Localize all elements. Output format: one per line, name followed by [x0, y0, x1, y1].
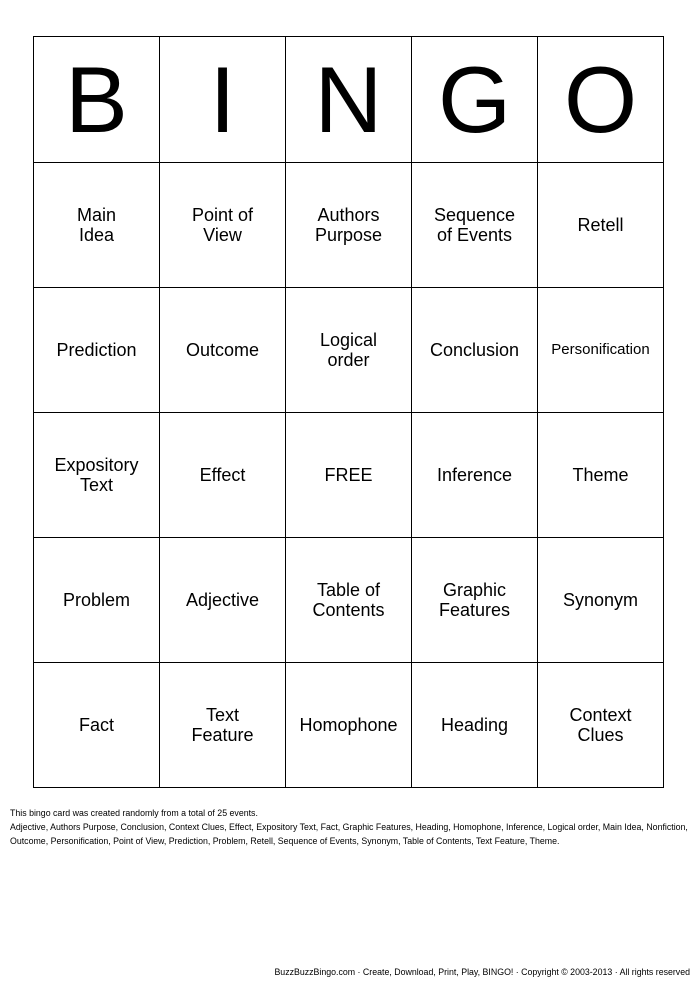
- bingo-cell[interactable]: [160, 538, 286, 663]
- cell-label-line: of Events: [436, 225, 513, 245]
- bingo-cell[interactable]: [538, 288, 664, 413]
- cell-label-line: Fact: [78, 715, 114, 735]
- bingo-cell[interactable]: [412, 663, 538, 788]
- cell-label-line: Point of: [191, 205, 254, 225]
- bingo-cell[interactable]: [538, 413, 664, 538]
- cell-label-line: Logical: [319, 330, 378, 350]
- copyright-footer: BuzzBuzzBingo.com · Create, Download, Print, Play, BINGO! · Copyright © 2003-2013 · All rights reserved: [274, 967, 690, 977]
- cell-label: [437, 465, 512, 485]
- cell-label: [439, 580, 510, 620]
- bingo-cell[interactable]: [160, 663, 286, 788]
- cell-label: [324, 465, 372, 485]
- cell-label: [299, 715, 397, 735]
- cell-label: [192, 205, 253, 245]
- cell-label: [441, 715, 508, 735]
- header-letter-b: B: [34, 37, 160, 163]
- bingo-cell[interactable]: [538, 163, 664, 288]
- bingo-cell[interactable]: [286, 663, 412, 788]
- note-intro: This bingo card was created randomly from a total of 25 events.: [10, 808, 258, 818]
- cell-label: [200, 465, 246, 485]
- cell-label-line: Inference: [436, 465, 513, 485]
- header-row: [34, 37, 664, 163]
- cell-label-line: Main: [76, 205, 116, 225]
- cell-label-line: Effect: [199, 465, 246, 485]
- card-row: [34, 663, 664, 788]
- header-letter-o: O: [538, 37, 664, 163]
- cell-label-line: Prediction: [56, 340, 137, 360]
- cell-label-line: Authors: [317, 205, 380, 225]
- cell-label: [186, 590, 259, 610]
- bingo-cell[interactable]: [34, 663, 160, 788]
- cell-label: [79, 715, 114, 735]
- card-row: [34, 163, 664, 288]
- cell-label: [577, 215, 623, 235]
- bingo-cell[interactable]: [160, 413, 286, 538]
- cell-label-line: Clues: [577, 725, 624, 745]
- bingo-cell[interactable]: [34, 288, 160, 413]
- cell-label: [569, 705, 631, 745]
- cell-label-line: Theme: [572, 465, 629, 485]
- bingo-cell[interactable]: [538, 663, 664, 788]
- cell-label: [312, 580, 384, 620]
- bingo-cell[interactable]: [34, 163, 160, 288]
- cell-label-line: Retell: [577, 215, 624, 235]
- cell-label: [56, 340, 136, 360]
- cell-label-line: Outcome: [185, 340, 260, 360]
- header-letter-i: I: [160, 37, 286, 163]
- cell-label-line: Graphic: [442, 580, 506, 600]
- cell-label-line: Text: [205, 705, 239, 725]
- cell-label-line: Features: [438, 600, 511, 620]
- cell-label-line: Synonym: [562, 590, 639, 610]
- card-note: [10, 806, 690, 848]
- cell-label-line: Personification: [551, 341, 650, 358]
- cell-label-line: Heading: [440, 715, 509, 735]
- bingo-cell[interactable]: [286, 413, 412, 538]
- bingo-cell[interactable]: [160, 288, 286, 413]
- cell-label: [315, 205, 382, 245]
- bingo-cell[interactable]: [412, 413, 538, 538]
- cell-label: [320, 330, 377, 370]
- cell-label: [77, 205, 116, 245]
- bingo-cell[interactable]: [34, 413, 160, 538]
- bingo-cell[interactable]: [286, 288, 412, 413]
- cell-label: [434, 205, 515, 245]
- cell-label-line: Feature: [191, 725, 254, 745]
- cell-label-line: Purpose: [314, 225, 383, 245]
- header-letter-g: G: [412, 37, 538, 163]
- cell-label-line: FREE: [324, 465, 373, 485]
- cell-label-line: Table of: [316, 580, 381, 600]
- cell-label-line: Problem: [62, 590, 131, 610]
- cell-label-line: Context: [569, 705, 632, 725]
- cell-label: [430, 340, 519, 360]
- cell-label: [572, 465, 628, 485]
- card-grid: [34, 163, 664, 788]
- cell-label-line: Conclusion: [429, 340, 520, 360]
- bingo-cell[interactable]: [160, 163, 286, 288]
- bingo-cell[interactable]: [286, 163, 412, 288]
- cell-label-line: Adjective: [185, 590, 260, 610]
- card-row: [34, 288, 664, 413]
- card-row: [34, 538, 664, 663]
- cell-label-line: Expository: [54, 455, 139, 475]
- cell-label-line: Sequence: [433, 205, 516, 225]
- cell-label: [63, 590, 130, 610]
- card-row: [34, 413, 664, 538]
- bingo-cell[interactable]: [412, 288, 538, 413]
- cell-label-line: View: [203, 225, 242, 245]
- cell-label-line: Text: [79, 475, 113, 495]
- bingo-cell[interactable]: [286, 538, 412, 663]
- cell-label: [551, 340, 649, 360]
- cell-label-line: Homophone: [299, 715, 398, 735]
- bingo-cell[interactable]: [34, 538, 160, 663]
- cell-label: [54, 455, 138, 495]
- bingo-cell[interactable]: [412, 163, 538, 288]
- cell-label-line: order: [327, 350, 370, 370]
- bingo-cell[interactable]: [538, 538, 664, 663]
- bingo-cell[interactable]: [412, 538, 538, 663]
- cell-label: [563, 590, 638, 610]
- bingo-card: [33, 36, 664, 788]
- cell-label: [191, 705, 253, 745]
- cell-label-line: Idea: [78, 225, 115, 245]
- header-letter-n: N: [286, 37, 412, 163]
- cell-label-line: Contents: [312, 600, 385, 620]
- cell-label: [186, 340, 259, 360]
- note-events-list: Adjective, Authors Purpose, Conclusion, Context Clues, Effect, Expository Text, Fact, Graphic Features, Heading, Homophone, Inference, Logical order, Main Idea, Nonfiction, Outcome, Personification, Point of View, Prediction, Problem, Retell, Sequence of Events, Synonym, Table of Contents, Text Feature, Theme.: [10, 822, 688, 846]
